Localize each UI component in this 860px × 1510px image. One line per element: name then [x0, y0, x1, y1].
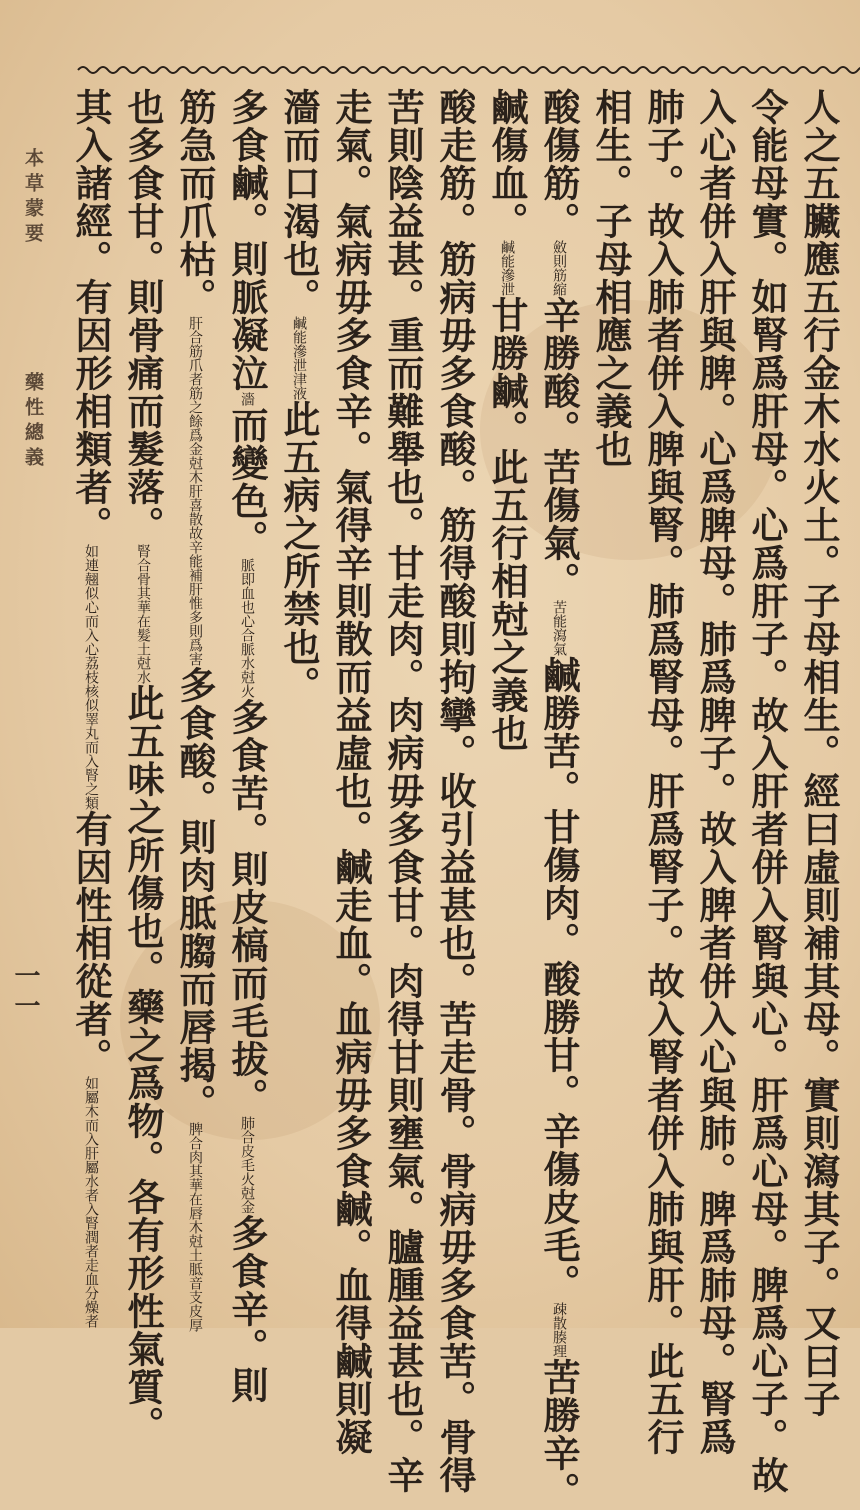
text-column: [277, 88, 321, 704]
annotation-note: 腎合骨其華在髮土尅水: [135, 544, 151, 684]
text-column: [381, 88, 425, 1494]
main-text: 令能母實。如腎爲肝母。心爲肝子。故入肝者併入腎與心。肝爲心母。脾爲心子。故: [745, 88, 789, 1494]
main-text: 酸傷筋。: [537, 88, 581, 240]
annotation-note: 鹹能滲泄: [499, 240, 515, 296]
annotation-note: 脈即血也心合脈水尅火: [239, 558, 255, 698]
main-text: 入心者併入肝與脾。心爲脾母。肺爲脾子。故入脾者併入心與肺。脾爲肺母。腎爲: [693, 88, 737, 1456]
main-text: 肺子。故入肺者併入脾與腎。肺爲腎母。肝爲腎子。故入腎者併入肺與肝。此五行: [641, 88, 685, 1456]
text-column: [69, 88, 113, 1328]
text-column: [693, 88, 737, 1456]
main-text: 其入諸經。有因形相類者。: [69, 88, 113, 544]
annotation-note: 如屬木而入肝屬水者入腎潤者走血分燥者: [83, 1076, 99, 1328]
text-column: [641, 88, 685, 1456]
main-text: 酸走筋。筋病毋多食酸。筋得酸則拘攣。收引益甚也。苦走骨。骨病毋多食苦。骨得: [433, 88, 477, 1494]
text-column: [745, 88, 789, 1494]
annotation-note: 疎散腠理: [551, 1302, 567, 1358]
wavy-rule: [78, 62, 838, 78]
text-column: [433, 88, 477, 1494]
text-column: [485, 88, 529, 752]
text-column: [329, 88, 373, 1456]
annotation-note: 如連翹似心而入心荔枝核似睪丸而入腎之類: [83, 544, 99, 810]
annotation-note: 斂則筋縮: [551, 240, 567, 296]
annotation-note: 肺合皮毛火尅金: [239, 1116, 255, 1214]
annotation-note: 濇: [239, 392, 255, 406]
text-column: [121, 88, 165, 1444]
text-column: [589, 88, 633, 468]
main-text: 此五味之所傷也。藥之爲物。各有形性氣質。: [121, 684, 165, 1444]
main-text: 鹹勝苦。甘傷肉。酸勝甘。辛傷皮毛。: [537, 656, 581, 1302]
main-text: 多食辛。則: [225, 1214, 269, 1404]
main-text: 濇而口渴也。: [277, 88, 321, 316]
main-text: 鹹傷血。: [485, 88, 529, 240]
main-text: 有因性相從者。: [69, 810, 113, 1076]
running-title: 本草蒙要: [22, 148, 44, 248]
main-text: 辛勝酸。苦傷氣。: [537, 296, 581, 600]
main-text: 此五病之所禁也。: [277, 400, 321, 704]
annotation-note: 肝合筋爪者筋之餘爲金尅木肝喜散故辛能補肝惟多則爲害: [187, 316, 203, 666]
page-number: 一一: [10, 962, 40, 1022]
main-text: 人之五臟應五行金木水火土。子母相生。經曰虛則補其母。實則瀉其子。又曰子: [797, 88, 841, 1418]
text-column: [537, 88, 581, 1510]
annotation-note: 脾合肉其華在唇木尅土胝音支皮厚: [187, 1122, 203, 1332]
text-column: [173, 88, 217, 1332]
main-text: 多食苦。則皮槁而毛拔。: [225, 698, 269, 1116]
annotation-note: 苦能瀉氣: [551, 600, 567, 656]
main-text: 多食鹹。則脈凝泣: [225, 88, 269, 392]
main-text: 多食甘。則骨痛而髮落。: [121, 126, 165, 544]
main-text: 走氣。氣病毋多食辛。氣得辛則散而益虛也。鹹走血。血病毋多食鹹。血得鹹則凝: [329, 88, 373, 1456]
main-text: 苦則陰益甚。重而難舉也。甘走肉。肉病毋多食甘。肉得甘則壅氣。臚腫益甚也。辛: [381, 88, 425, 1494]
main-text: 相生。子母相應之義也: [589, 88, 633, 468]
main-text: 筋急而爪枯。: [173, 88, 217, 316]
annotation-note: 鹹能滲泄津液: [291, 316, 307, 400]
text-column: [797, 88, 841, 1418]
section-title: 藥性總義: [22, 372, 44, 472]
text-column: [225, 88, 269, 1404]
main-text: 甘勝鹹。此五行相尅之義也: [485, 296, 529, 752]
main-text: 也: [121, 88, 165, 126]
main-text: 多食酸。則肉胝䐢而唇揭。: [173, 666, 217, 1122]
main-text: 苦勝辛。: [537, 1358, 581, 1510]
main-text: 而變色。: [225, 406, 269, 558]
